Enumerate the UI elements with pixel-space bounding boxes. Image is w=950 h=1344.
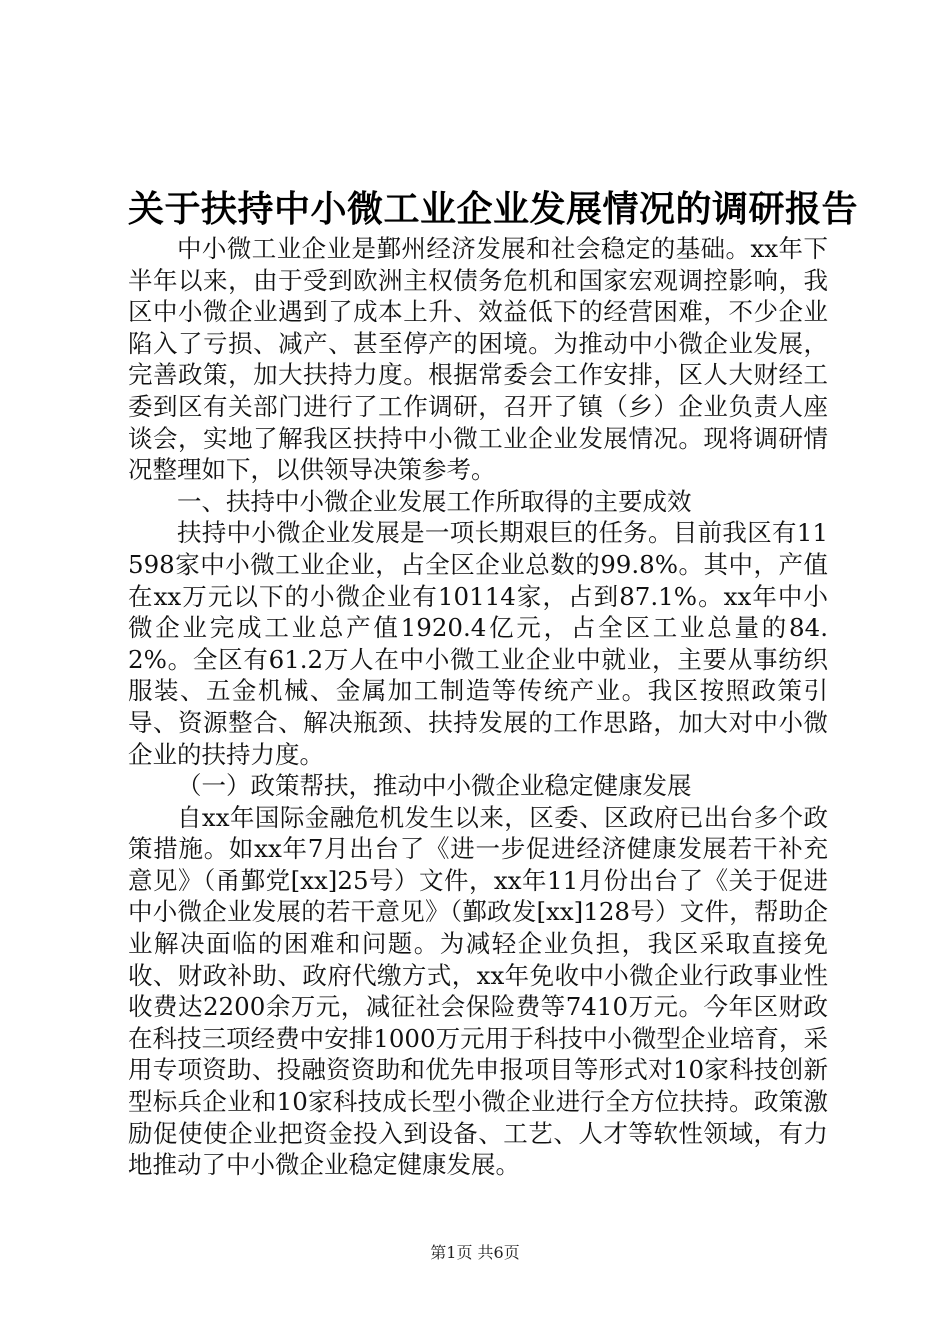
document-title: 关于扶持中小微工业企业发展情况的调研报告 bbox=[128, 189, 859, 230]
achievements-paragraph: 扶持中小微企业发展是一项长期艰巨的任务。目前我区有11598家中小微工业企业，占全区企业总数的99.8%。其中，产值在xx万元以下的小微企业有10114家，占到87.1%。xx年中小微企业完成工业总产值1920.4亿元，占全区工业总量的84.2%。全区有61.2万人在中小微工业企业中就业，主要从事纺织服装、五金机械、金属加工制造等传统产业。我区按照政策引导、资源整合、解决瓶颈、扶持发展的工作思路，加大对中小微企业的扶持力度。 bbox=[128, 518, 828, 769]
page-number-footer: 第1页 共6页 bbox=[430, 1243, 520, 1262]
policy-support-paragraph: 自xx年国际金融危机发生以来，区委、区政府已出台多个政策措施。如xx年7月出台了《进一步促进经济健康发展若干补充意见》（甬鄞党[xx]25号）文件，xx年11月份出台了《关于促进中小微企业发展的若干意见》（鄞政发[xx]128号）文件，帮助企业解决面临的困难和问题。为减轻企业负担，我区采取直接免收、财政补助、政府代缴方式，xx年免收中小微企业行政事业性收费达2200余万元，减征社会保险费等7410万元。今年区财政在科技三项经费中安排1000万元用于科技中小微型企业培育，采用专项资助、投融资资助和优先申报项目等形式对10家科技创新型标兵企业和10家科技成长型小微企业进行全方位扶持。政策激励促使使企业把资金投入到设备、工艺、人才等软性领域，有力地推动了中小微企业稳定健康发展。 bbox=[128, 802, 828, 1180]
intro-paragraph: 中小微工业企业是鄞州经济发展和社会稳定的基础。xx年下半年以来，由于受到欧洲主权债务危机和国家宏观调控影响，我区中小微企业遇到了成本上升、效益低下的经营困难，不少企业陷入了亏损、减产、甚至停产的困境。为推动中小微企业发展，完善政策，加大扶持力度。根据常委会工作安排，区人大财经工委到区有关部门进行了工作调研，召开了镇（乡）企业负责人座谈会，实地了解我区扶持中小微工业企业发展情况。现将调研情况整理如下，以供领导决策参考。 bbox=[128, 234, 828, 485]
subsection-heading-1: （一）政策帮扶，推动中小微企业稳定健康发展 bbox=[177, 771, 692, 801]
section-heading-1: 一、扶持中小微企业发展工作所取得的主要成效 bbox=[177, 486, 692, 516]
document-body bbox=[128, 233, 828, 1181]
